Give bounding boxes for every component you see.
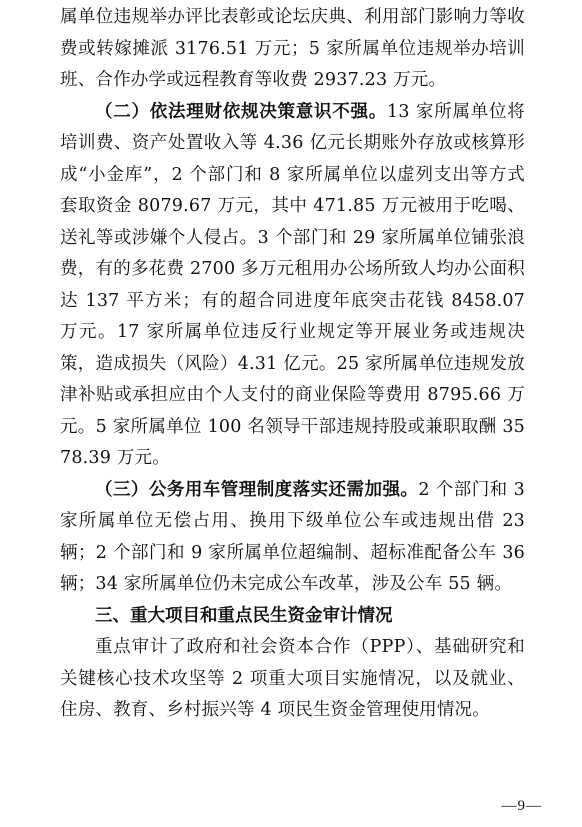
paragraph-closing: 重点审计了政府和社会资本合作（PPP）、基础研究和关键核心技术攻坚等 2 项重大项目实施情况，以及就业、住房、教育、乡村振兴等 4 项民生资金管理使用情况。 [60,637,525,720]
page-number: —9— [501,798,542,814]
document-page [60,2,525,727]
section-heading: 三、重大项目和重点民生资金审计情况 [95,605,393,626]
paragraph-finance [60,97,525,475]
paragraph-heading-vehicles: （三）公务用车管理制度落实还需加强。 [95,479,419,500]
paragraph-vehicles [60,475,525,601]
paragraph-continuation: 属单位违规举办评比表彰或论坛庆典、利用部门影响力等收费或转嫁摊派 3176.51 万元；5 家所属单位违规举办培训班、合作办学或远程教育等收费 2937.23 万元。 [60,7,525,90]
paragraph-body-finance: 13 家所属单位将培训费、资产处置收入等 4.36 亿元长期账外存放或核算形成“小金库”，2 个部门和 8 家所属单位以虚列支出等方式套取资金 8079.67 万元，其中 471.85 万元被用于吃喝、送礼等或涉嫌个人侵占。3 个部门和 29 家所属单位铺张浪费，有的多花费 2700 多万元租用办公场所致人均办公面积达 137 平方米；有的超合同进度年底突击花钱 8458.07 万元。17 家所属单位违反行业规定等开展业务或违规决策，造成损失（风险）4.31 亿元。25 家所属单位违规发放津补贴或承担应由个人支付的商业保险等费用 8795.66 万元。5 家所属单位 100 名领导干部违规持股或兼职取酬 3578.39 万元。 [60,101,525,468]
paragraph-body-vehicles: 2 个部门和 3 家所属单位无偿占用、换用下级单位公车或违规出借 23 辆；2 个部门和 9 家所属单位超编制、超标准配备公车 36 辆；34 家所属单位仍未完成公车改革，涉及公车 55 辆。 [60,479,525,594]
paragraph-heading-finance: （二）依法理财依规决策意识不强。 [95,101,388,122]
